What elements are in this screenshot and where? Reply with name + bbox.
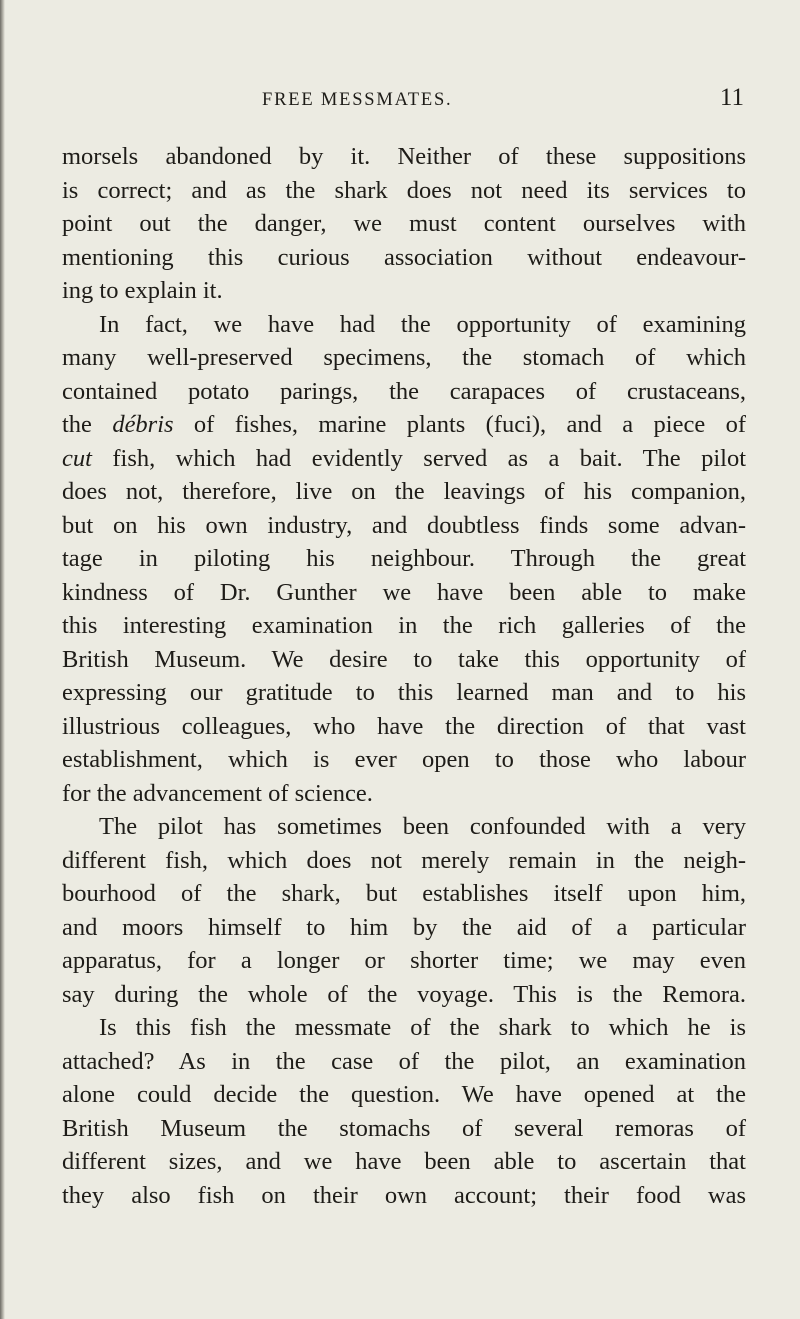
paragraph-start-line: In fact, we have had the opportunity of examining: [99, 310, 746, 338]
text-line: but on his own industry, and doubtless finds some advan-: [62, 511, 746, 539]
text-line: bourhood of the shark, but establishes itself upon him,: [62, 880, 746, 907]
text-line: attached? As in the case of the pilot, an examination: [62, 1047, 746, 1075]
text-line: point out the danger, we must content ourselves with: [62, 210, 746, 237]
text-line: tage in piloting his neighbour. Through the great: [62, 545, 746, 572]
text-line: alone could decide the question. We have opened at the: [62, 1081, 746, 1108]
text-line: British Museum. We desire to take this opportunity of: [62, 645, 746, 673]
text-line: different fish, which does not merely remain in the neigh-: [62, 846, 746, 874]
text-line: different sizes, and we have been able to ascertain that: [62, 1148, 746, 1175]
text-line: contained potato parings, the carapaces of crustaceans,: [62, 377, 746, 405]
page-number: 11: [719, 84, 744, 111]
text-line: does not, therefore, live on the leavings of his companion,: [62, 478, 746, 505]
text-line: British Museum the stomachs of several remoras of: [62, 1114, 746, 1142]
page-header: [262, 82, 744, 116]
text-line: this interesting examination in the rich galleries of the: [62, 612, 746, 639]
text-line: the débris of fishes, marine plants (fuci), and a piece of: [62, 411, 746, 438]
text-line: say during the whole of the voyage. This is the Remora.: [62, 980, 746, 1008]
text-line: ing to explain it.: [62, 277, 223, 304]
page-edge-shadow: [0, 0, 5, 1319]
text-line: illustrious colleagues, who have the direction of that vast: [62, 712, 746, 740]
body-text: [62, 140, 746, 1212]
text-line: many well-preserved specimens, the stomach of which: [62, 344, 746, 371]
paragraph-start-line: The pilot has sometimes been confounded with a very: [99, 813, 746, 840]
text-line: and moors himself to him by the aid of a particular: [62, 913, 746, 941]
text-line: for the advancement of science.: [62, 779, 373, 807]
text-line: apparatus, for a longer or shorter time; we may even: [62, 947, 746, 974]
text-line: Is this fish the messmate of the shark to which he is: [99, 1014, 746, 1041]
text-line: mentioning this curious association without endeavour-: [62, 243, 746, 271]
italic-word: débris: [112, 411, 174, 438]
text-line: establishment, which is ever open to those who labour: [62, 746, 746, 773]
running-title: FREE MESSMATES.: [262, 90, 453, 110]
text-line: is correct; and as the shark does not need its services to: [62, 176, 746, 204]
text-line: they also fish on their own account; their food was: [62, 1181, 746, 1209]
italic-word: cut: [62, 444, 92, 472]
text-line: morsels abandoned by it. Neither of these suppositions: [62, 143, 746, 170]
text-line: expressing our gratitude to this learned man and to his: [62, 679, 746, 706]
text-line: cut fish, which had evidently served as a bait. The pilot: [62, 444, 746, 472]
text-line: kindness of Dr. Gunther we have been able to make: [62, 578, 746, 606]
